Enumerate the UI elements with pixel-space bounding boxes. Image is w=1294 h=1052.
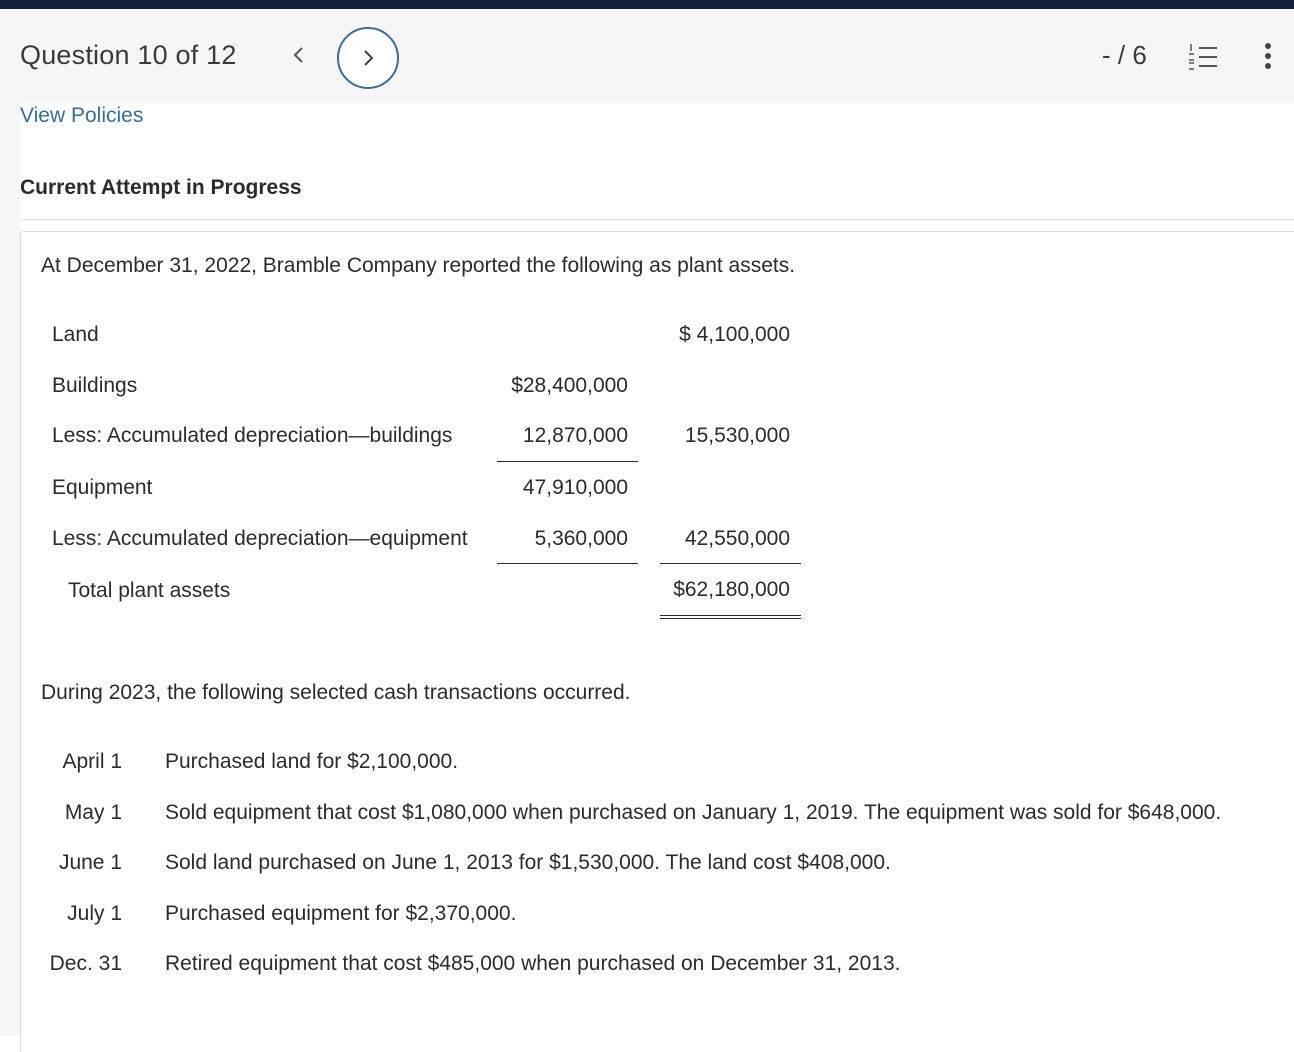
problem-intro: At December 31, 2022, Bramble Company reported the following as plant assets. — [41, 254, 796, 277]
chevron-right-icon — [361, 47, 375, 69]
attempt-status: Current Attempt in Progress — [20, 176, 302, 199]
question-card — [20, 231, 1294, 1052]
question-list-button[interactable] — [1186, 42, 1220, 72]
value-buildings: $28,400,000 — [511, 374, 628, 397]
previous-question-button[interactable] — [285, 40, 313, 70]
divider — [20, 219, 1294, 220]
numbered-list-icon — [1186, 42, 1220, 72]
row-label-total: Total plant assets — [68, 579, 231, 602]
transaction-date: July 1 — [67, 902, 122, 925]
row-label-land: Land — [52, 323, 99, 346]
transaction-text: Retired equipment that cost $485,000 when purchased on December 31, 2013. — [165, 952, 901, 975]
row-label-accum-dep-buildings: Less: Accumulated depreciation—buildings — [52, 424, 453, 447]
view-policies-link[interactable]: View Policies — [20, 104, 144, 127]
transactions-intro: During 2023, the following selected cash transactions occurred. — [41, 681, 631, 704]
underline — [497, 563, 638, 564]
double-underline — [660, 615, 801, 616]
row-label-buildings: Buildings — [52, 374, 138, 397]
transaction-text: Purchased land for $2,100,000. — [165, 750, 459, 773]
value-net-equipment: 42,550,000 — [684, 527, 790, 550]
next-question-button[interactable] — [337, 27, 399, 89]
value-land: $ 4,100,000 — [679, 323, 790, 346]
chevron-left-icon — [292, 45, 306, 65]
underline — [497, 461, 638, 462]
value-equipment: 47,910,000 — [522, 476, 628, 499]
row-label-accum-dep-equipment: Less: Accumulated depreciation—equipment — [52, 527, 468, 550]
value-net-buildings: 15,530,000 — [684, 424, 790, 447]
transaction-date: April 1 — [62, 750, 122, 773]
transaction-date: Dec. 31 — [49, 952, 122, 975]
transaction-date: June 1 — [58, 851, 122, 874]
transaction-text: Purchased equipment for $2,370,000. — [165, 902, 517, 925]
question-counter: Question 10 of 12 — [20, 40, 237, 70]
transaction-text: Sold equipment that cost $1,080,000 when purchased on January 1, 2019. The equipment was sold for $648,000. — [165, 801, 1222, 824]
left-margin — [0, 103, 20, 1036]
transaction-date: May 1 — [64, 801, 122, 824]
value-accum-dep-buildings: 12,870,000 — [522, 424, 628, 447]
transaction-text: Sold land purchased on June 1, 2013 for $1,530,000. The land cost $408,000. — [165, 851, 891, 874]
top-bar — [0, 0, 1294, 9]
double-underline — [660, 618, 801, 619]
score-display: - / 6 — [1102, 40, 1147, 70]
row-label-equipment: Equipment — [52, 476, 153, 499]
underline — [660, 563, 801, 564]
more-options-button[interactable] — [1258, 42, 1278, 72]
more-vertical-icon — [1258, 42, 1278, 72]
value-total: $62,180,000 — [673, 578, 790, 601]
value-accum-dep-equipment: 5,360,000 — [534, 527, 628, 550]
